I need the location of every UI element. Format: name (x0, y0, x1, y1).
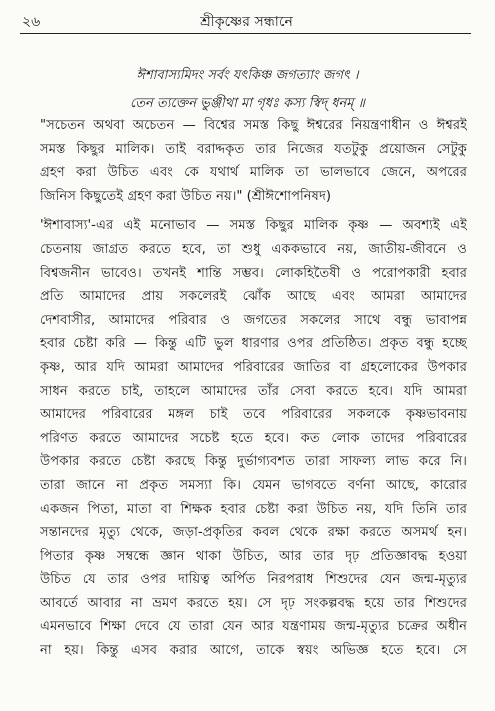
text-line: না হয়। কিন্তু এসব করার আগে, তাকে স্বয়ং অভিজ্ঞ হতে হবে। সে (40, 643, 467, 659)
running-title: শ্রীকৃষ্ণের সন্ধানে (200, 14, 293, 30)
text-line: সন্তানদের মৃত্যু থেকে, জড়া-প্রকৃতির কবল থেকে রক্ষা করতে অসমর্থ হন। (40, 525, 467, 541)
verse-line-2: তেন ত্যক্তেন ভুঞ্জীথা মা গৃধঃ কস্য স্বিদ্‌ ধনম্‌ ॥ (130, 96, 365, 111)
text-line: উপকার করতে চেষ্টা করছে কিন্তু দুর্ভাগ্যবশত তারা সাফল্য লাভ করে নি। (40, 454, 467, 470)
page-header (22, 8, 471, 32)
text-line: "সচেতন অথবা অচেতন — বিশ্বের সমস্ত কিছু ঈশ্বরের নিয়ন্ত্রণাধীন ও ঈশ্বরই (40, 118, 467, 133)
header-rule (20, 33, 471, 34)
text-line: আবর্তে আবার না ভ্রমণ করতে হয়। সে দৃঢ় সংকল্পবদ্ধ হয়ে তার শিশুদের (40, 595, 467, 611)
body-text (40, 114, 467, 663)
text-line: প্রতি আমাদের প্রায় সকলেরই ঝোঁক আছে এবং আমরা আমাদের (40, 289, 467, 305)
text-line: জিনিস কিছুতেই গ্রহণ করা উচিত নয়।" (শ্রীঈশোপনিষদ) (40, 188, 332, 204)
page-number: ২৬ (22, 14, 41, 30)
verse-line-1: ঈশাবাস্যমিদং সর্বং যৎকিঞ্চ জগত্যাং জগৎ । (136, 68, 359, 83)
text-line: সমস্ত কিছুর মালিক। তাই বরাদ্দকৃত তার নিজের যতটুকু প্রয়োজন সেটুকু (40, 141, 467, 157)
text-line: পরিণত করতে আমাদের সচেষ্ট হতে হবে। কত লোক তাদের পরিবারের (40, 430, 467, 446)
text-line: তারা জানে না প্রকৃত সমস্যা কি। যেমন ভাগবতে বর্ণনা আছে, কারোর (40, 477, 467, 493)
text-line: এমনভাবে শিক্ষা দেবে যে তারা যেন আর যন্ত্রণাময় জন্ম-মৃত্যুর চক্রের অধীন (40, 619, 467, 635)
text-line: হবার চেষ্টা করি — কিন্তু এটি ভুল ধারণার ওপর প্রতিষ্ঠিত। প্রকৃত বন্ধু হচ্ছে (40, 336, 467, 352)
text-line: উচিত যে তার ওপর দায়িত্ব অর্পিত নিরপরাধ শিশুদের যেন জন্ম-মৃত্যুর (40, 572, 467, 588)
text-line: 'ঈশাবাস্য'-এর এই মনোভাব — সমস্ত কিছুর মালিক কৃষ্ণ — অবশ্যই এই (40, 218, 467, 234)
text-line: একজন পিতা, মাতা বা শিক্ষক হবার চেষ্টা করা উচিত নয়, যদি তিনি তার (40, 501, 467, 517)
text-line: দেশবাসীর, আমাদের পরিবার ও জগতের সকলের সাথে বন্ধু ভাবাপন্ন (40, 312, 467, 328)
text-line: চেতনায় জাগ্রত করতে হবে, তা শুধু এককভাবে নয়, জাতীয়-জীবনে ও (40, 241, 467, 257)
text-line: বিশ্বজনীন ভাবেও। তখনই শান্তি সম্ভব। লোকহিতৈষী ও পরোপকারী হবার (40, 265, 467, 281)
text-line: সাধন করতে চাই, তাহলে আমাদের তাঁর সেবা করতে হবে। যদি আমরা (40, 383, 467, 399)
text-line: কৃষ্ণ, আর যদি আমরা আমাদের পরিবারের জাতির বা গ্রহলোকের উপকার (40, 359, 467, 375)
text-line: পিতার কৃষ্ণ সম্বন্ধে জ্ঞান থাকা উচিত, আর তার দৃঢ় প্রতিজ্ঞাবদ্ধ হওয়া (40, 548, 467, 564)
text-line: গ্রহণ করা উচিত এবং কে যথার্থ মালিক তা ভালভাবে জেনে, অপরের (40, 165, 467, 181)
text-line: আমাদের পরিবারের মঙ্গল চাই তবে পরিবারের সকলকে কৃষ্ণভাবনায় (40, 407, 467, 423)
